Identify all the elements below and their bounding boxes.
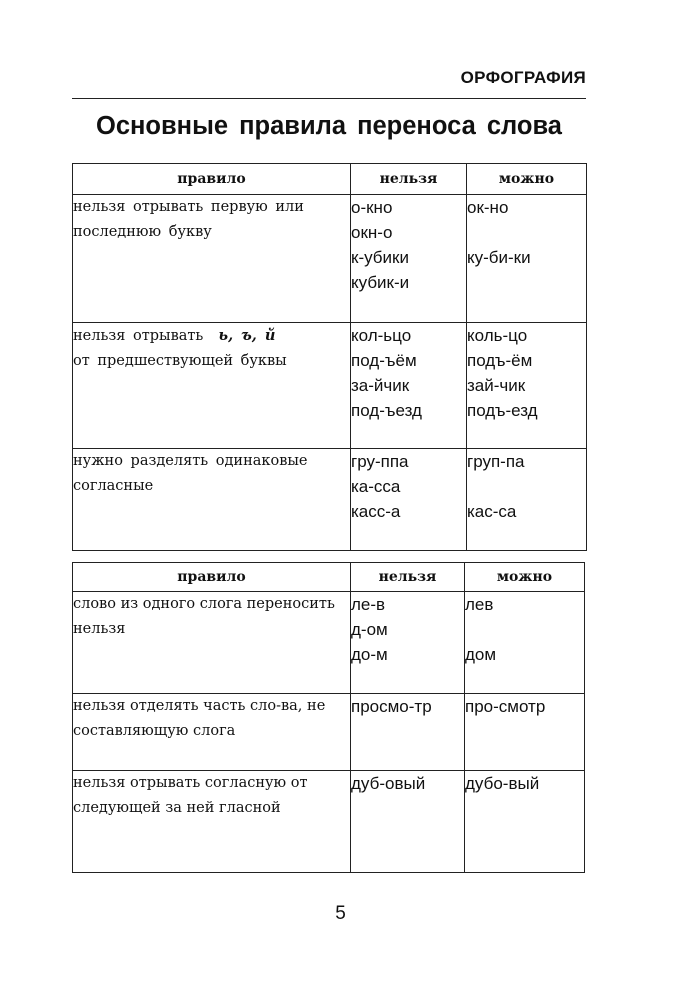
table-row (73, 449, 587, 551)
rule-text: нельзя отрывать (73, 328, 204, 344)
rule-cell (73, 323, 351, 449)
allowed-cell (465, 592, 585, 694)
forbidden-example: под-ъём (351, 351, 417, 370)
allowed-example: лев (465, 595, 494, 614)
table-row (73, 592, 585, 694)
forbidden-example: ка-сса (351, 477, 401, 496)
forbidden-cell (351, 323, 467, 449)
forbidden-cell (351, 694, 465, 771)
allowed-cell (467, 195, 587, 323)
rules-table-1 (72, 163, 587, 551)
column-header-allowed: можно (467, 164, 587, 195)
column-header-allowed: можно (465, 563, 585, 592)
rule-letters: ь, ъ, й (218, 327, 276, 344)
forbidden-example: ле-в (351, 595, 386, 614)
allowed-example: зай-чик (467, 376, 526, 395)
allowed-cell (465, 694, 585, 771)
allowed-example (467, 220, 586, 245)
allowed-cell (467, 323, 587, 449)
forbidden-cell (351, 771, 465, 873)
table-header-row (73, 563, 585, 592)
forbidden-example: д-ом (351, 620, 388, 639)
rule-text: от предшествующей буквы (73, 353, 287, 369)
allowed-example (467, 474, 586, 499)
allowed-example: ку-би-ки (467, 248, 531, 267)
forbidden-cell (351, 195, 467, 323)
table-row (73, 323, 587, 449)
forbidden-cell (351, 592, 465, 694)
forbidden-example: о-кно (351, 198, 393, 217)
allowed-example: кас-са (467, 502, 517, 521)
forbidden-example: окн-о (351, 223, 393, 242)
section-header (72, 64, 586, 99)
rule-cell: нужно разделять одинаковые согласные (73, 449, 351, 551)
rule-cell: нельзя отрывать первую или последнюю букву (73, 195, 351, 323)
allowed-example: ок-но (467, 198, 509, 217)
allowed-example (465, 617, 584, 642)
forbidden-cell (351, 449, 467, 551)
forbidden-example: просмо-тр (351, 697, 432, 716)
rules-table-2 (72, 562, 585, 873)
forbidden-example: под-ъезд (351, 401, 422, 420)
column-header-rule: правило (73, 164, 351, 195)
rule-cell: слово из одного слога переносить нельзя (73, 592, 351, 694)
allowed-example: коль-цо (467, 326, 528, 345)
forbidden-example: касс-а (351, 502, 401, 521)
page-title: Основные правила переноса слова (96, 112, 562, 140)
forbidden-example: до-м (351, 645, 388, 664)
allowed-example (467, 270, 586, 295)
column-header-forbidden: нельзя (351, 164, 467, 195)
forbidden-example: к-убики (351, 248, 409, 267)
forbidden-example: дуб-овый (351, 774, 426, 793)
column-header-forbidden: нельзя (351, 563, 465, 592)
allowed-example: подъ-езд (467, 401, 538, 420)
forbidden-example: за-йчик (351, 376, 410, 395)
table-header-row (73, 164, 587, 195)
rule-cell: нельзя отрывать согласную от следующей за ней гласной (73, 771, 351, 873)
forbidden-example: гру-ппа (351, 452, 409, 471)
table-row (73, 771, 585, 873)
table-row (73, 694, 585, 771)
forbidden-example: кубик-и (351, 273, 410, 292)
allowed-cell (467, 449, 587, 551)
allowed-example: подъ-ём (467, 351, 533, 370)
page-number: 5 (335, 903, 346, 924)
allowed-example: груп-па (467, 452, 525, 471)
allowed-cell (465, 771, 585, 873)
section-label: ОРФОГРАФИЯ (460, 68, 586, 87)
allowed-example: дом (465, 645, 497, 664)
forbidden-example: кол-ьцо (351, 326, 412, 345)
table-row (73, 195, 587, 323)
allowed-example: про-смотр (465, 697, 546, 716)
column-header-rule: правило (73, 563, 351, 592)
rule-cell: нельзя отделять часть сло-ва, не составляющую слога (73, 694, 351, 771)
allowed-example: дубо-вый (465, 774, 540, 793)
